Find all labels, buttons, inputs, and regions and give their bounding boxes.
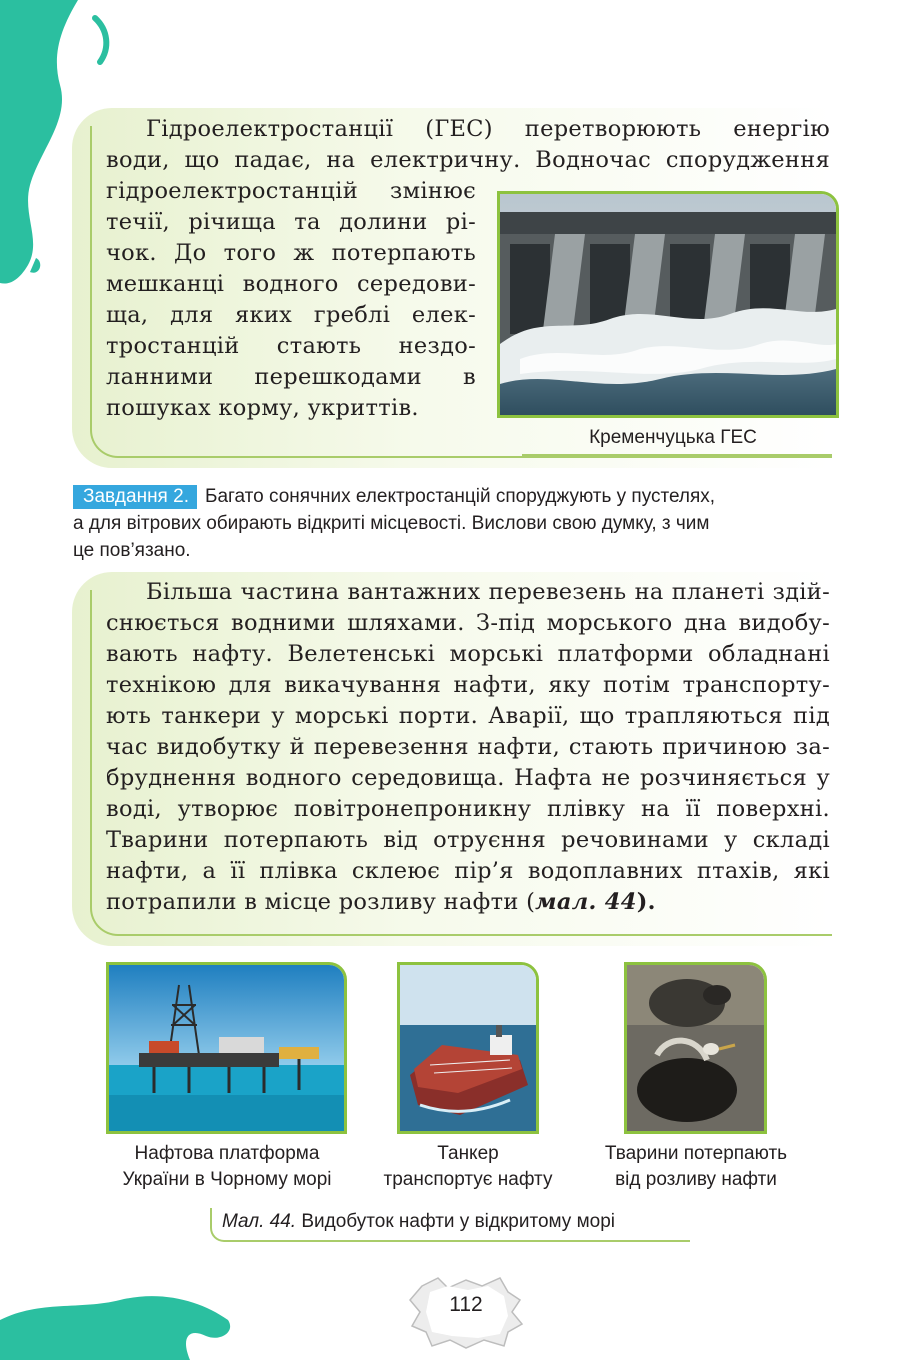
figure-caption	[210, 1208, 690, 1242]
decorative-blob-bottom	[0, 1270, 240, 1360]
paragraph-hydro-wrap	[106, 176, 476, 424]
caption-divider	[522, 454, 832, 456]
text-line-last: потрапили в місце розливу нафти (мал. 44).	[106, 889, 656, 915]
text-line: Тварини потерпають від отруєння речовинами у складі	[106, 827, 830, 853]
tanker-caption: Танкер транспортує нафту	[383, 1143, 553, 1190]
task-block	[73, 483, 843, 564]
task-text-line: Багато сонячних електростанцій споруджують у пустелях,	[204, 486, 716, 507]
text-line: мешканці водного середови-	[106, 271, 476, 297]
text-line: пошуках корму, укриттів.	[106, 395, 419, 421]
text-line: снюється водними шляхами. З-під морського дна видобу-	[106, 610, 830, 636]
dam-photo-caption: Кременчуцька ГЕС	[589, 427, 757, 448]
platform-caption: Нафтова платформа України в Чорному морі	[122, 1143, 332, 1190]
figure-caption-text: Видобуток нафти у відкритому морі	[296, 1211, 615, 1232]
task-text-line: а для вітрових обирають відкриті місцевості. Вислови свою думку, з чим	[73, 513, 710, 534]
text-line: ща, для яких греблі елек-	[106, 302, 476, 328]
text-line: ють танкери у морські порти. Аварії, що трапляються під	[106, 703, 830, 729]
text-line: бруднення водного середовища. Нафта не розчиняється у	[106, 765, 830, 791]
task-text-line: це пов’язано.	[73, 540, 191, 561]
text-line: воді, утворює повітронепроникну плівку на її поверхні.	[106, 796, 830, 822]
text-line: вають нафту. Велетенські морські платформи обладнані	[106, 641, 830, 667]
text-line: час видобутку й перевезення нафти, стають причиною за-	[106, 734, 830, 760]
paragraph-hydro-intro	[106, 114, 830, 176]
text-line: технікою для викачування нафти, яку потім транспорту-	[106, 672, 830, 698]
oil-platform-photo	[106, 962, 347, 1134]
text-line: нафти, а її плівка склеює пір’я водоплавних птахів, які	[106, 858, 830, 884]
text-line: тростанцій стають нездо-	[106, 333, 476, 359]
page-number: 112	[449, 1293, 483, 1316]
text-line: води, що падає, на електричну. Водночас спорудження	[106, 147, 830, 173]
figure-label: Мал. 44.	[222, 1211, 297, 1232]
tanker-photo	[397, 962, 539, 1134]
text-line: Більша частина вантажних перевезень на планеті здій-	[146, 579, 830, 605]
oiled-birds-photo	[624, 962, 767, 1134]
text-line: течії, річища та долини рі-	[106, 209, 476, 235]
page-number-badge	[408, 1276, 526, 1350]
text-line: ланними перешкодами в	[106, 364, 476, 390]
text-line: чок. До того ж потерпають	[106, 240, 476, 266]
text-line: гідроелектростанцій змінює	[106, 178, 476, 204]
birds-caption: Тварини потерпають від розливу нафти	[604, 1143, 788, 1190]
paragraph-oil	[106, 577, 830, 918]
task-badge: Завдання 2.	[73, 485, 197, 509]
figure-reference: мал. 44	[535, 889, 637, 915]
dam-photo	[497, 191, 839, 418]
text-line: Гідроелектростанції (ГЕС) перетворюють енергію	[146, 116, 830, 142]
